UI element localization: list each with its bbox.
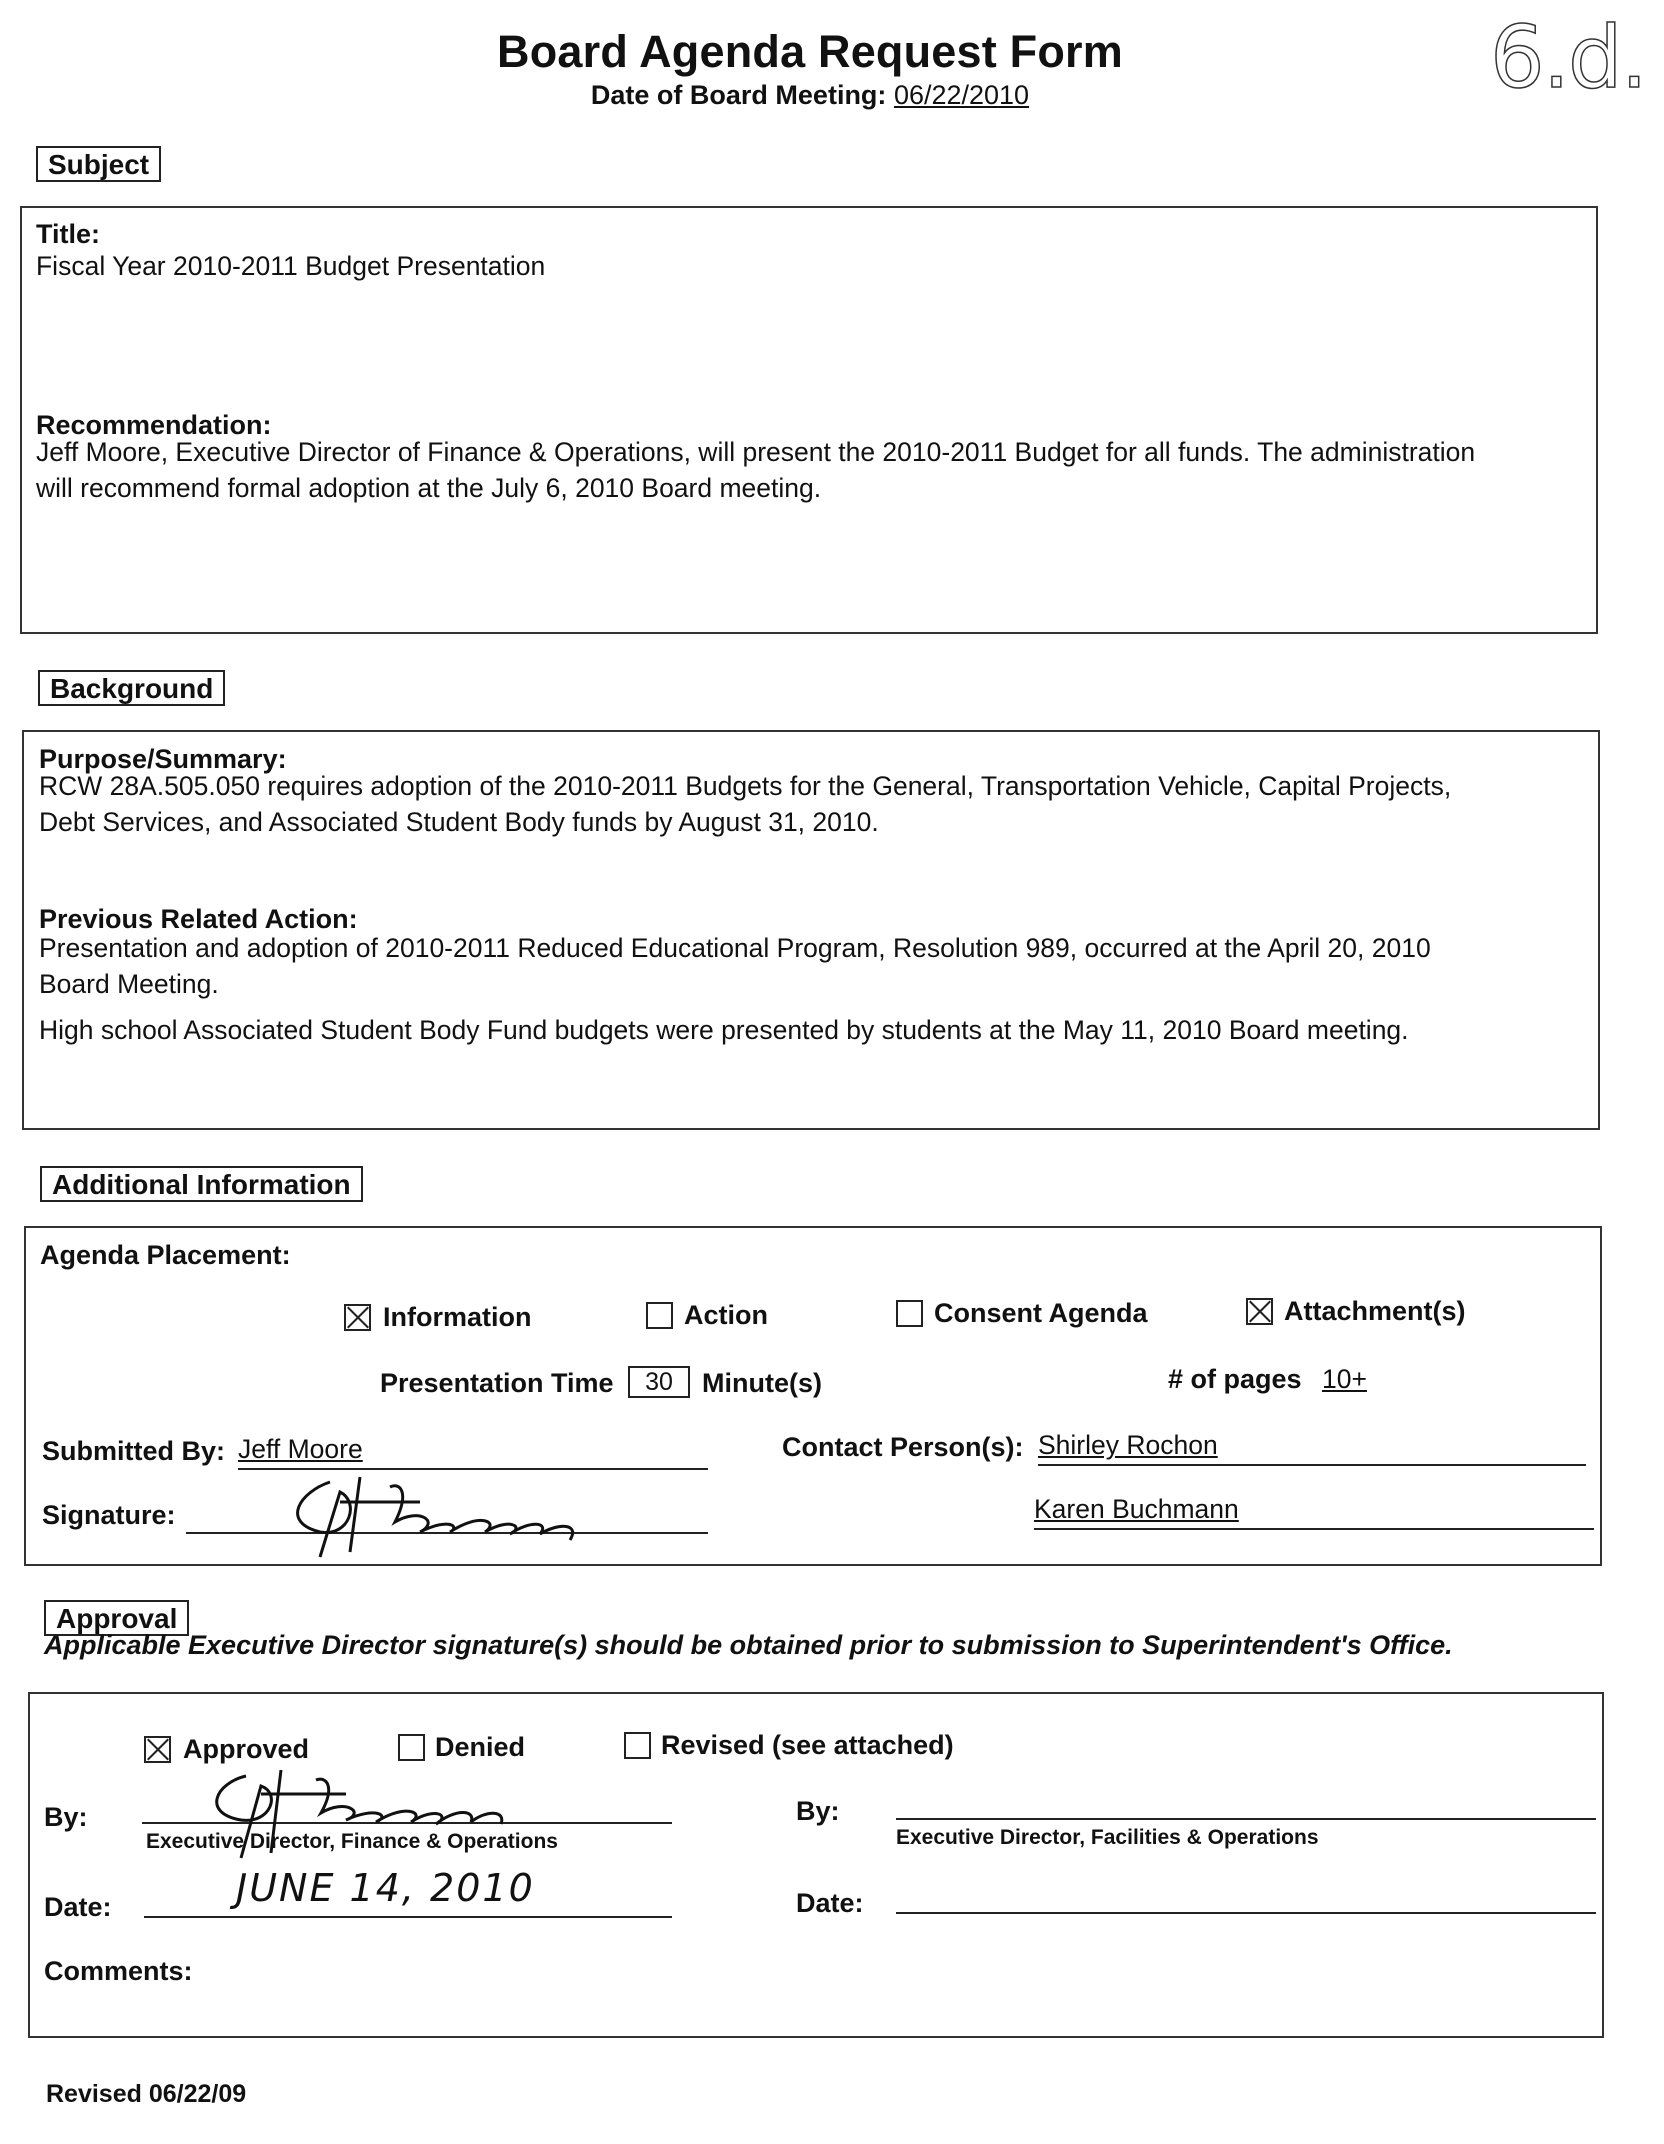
presentation-time-label: Presentation Time [380,1368,614,1398]
agenda-placement-label: Agenda Placement: [40,1240,291,1270]
presentation-time-field[interactable]: 30 [628,1366,690,1398]
contact-line-1 [1038,1464,1586,1466]
action-label: Action [684,1300,768,1330]
title-label: Title: [36,219,101,249]
by-caption-right: Executive Director, Facilities & Operations [896,1826,1319,1849]
approved-checkbox[interactable] [144,1736,171,1763]
submitter-signature [260,1462,600,1562]
previous-action-line-1: Presentation and adoption of 2010-2011 Reduced Educational Program, Resolution 989, occurred at the April 20, 2010 [39,933,1431,963]
denied-label: Denied [435,1732,526,1762]
meeting-date-value: 06/22/2010 [893,80,1030,110]
comments-label: Comments: [44,1956,193,1986]
subject-section-label: Subject [36,146,161,182]
denied-checkbox[interactable] [398,1734,425,1761]
date-label-right: Date: [796,1888,864,1918]
approved-label: Approved [183,1734,310,1764]
consent-agenda-label: Consent Agenda [934,1298,1148,1328]
approval-date-value: JUNE 14, 2010 [236,1866,535,1910]
submitted-by-value: Jeff Moore [238,1434,363,1464]
approval-instruction: Applicable Executive Director signature(s) should be obtained prior to submission to Superintendent's Office. [44,1630,1453,1660]
previous-action-label: Previous Related Action: [39,904,358,934]
pages-value: 10+ [1322,1364,1367,1394]
meeting-date-line [0,80,1620,111]
consent-agenda-checkbox[interactable] [896,1300,923,1327]
contact-line-2 [1034,1528,1594,1530]
revised-checkbox[interactable] [624,1732,651,1759]
information-label: Information [383,1302,532,1332]
by-label-right: By: [796,1796,840,1826]
recommendation-label: Recommendation: [36,410,272,440]
approver-signature [186,1758,526,1868]
previous-action-line-2: Board Meeting. [39,969,219,999]
recommendation-line-1: Jeff Moore, Executive Director of Finance & Operations, will present the 2010-2011 Budget for all funds. The administration [36,437,1476,467]
attachments-checkbox[interactable] [1246,1298,1273,1325]
meeting-date-label: Date of Board Meeting: [590,80,887,110]
date-label-left: Date: [44,1892,112,1922]
date-line-right [896,1912,1596,1914]
contact-person-2: Karen Buchmann [1034,1494,1239,1524]
signature-label: Signature: [42,1500,176,1530]
previous-action-line-3: High school Associated Student Body Fund budgets were presented by students at the May 11, 2010 Board meeting. [39,1015,1409,1045]
additional-info-section-label: Additional Information [40,1166,363,1202]
purpose-line-2: Debt Services, and Associated Student Body funds by August 31, 2010. [39,807,879,837]
purpose-label: Purpose/Summary: [39,744,287,774]
agenda-item-stamp: 6.d. [1490,8,1646,108]
minutes-label: Minute(s) [702,1368,822,1398]
submitted-by-label: Submitted By: [42,1436,226,1466]
approval-section-label: Approval [44,1600,189,1636]
revised-label: Revised (see attached) [661,1730,954,1760]
purpose-line-1: RCW 28A.505.050 requires adoption of the 2010-2011 Budgets for the General, Transportation Vehicle, Capital Projects, [39,771,1452,801]
contact-person-1: Shirley Rochon [1038,1430,1218,1460]
revised-footer: Revised 06/22/09 [46,2080,247,2108]
action-checkbox[interactable] [646,1302,673,1329]
recommendation-line-2: will recommend formal adoption at the July 6, 2010 Board meeting. [36,473,822,503]
background-section-label: Background [38,670,225,706]
by-line-right [896,1818,1596,1820]
by-label-left: By: [44,1802,88,1832]
contact-person-label: Contact Person(s): [782,1432,1024,1462]
by-caption-left: Executive Director, Finance & Operations [146,1830,558,1853]
date-line-left [144,1916,672,1918]
form-title: Board Agenda Request Form [497,26,1123,77]
attachments-label: Attachment(s) [1284,1296,1466,1326]
title-value: Fiscal Year 2010-2011 Budget Presentation [36,251,546,281]
pages-label: # of pages [1168,1364,1302,1394]
information-checkbox[interactable] [344,1304,371,1331]
